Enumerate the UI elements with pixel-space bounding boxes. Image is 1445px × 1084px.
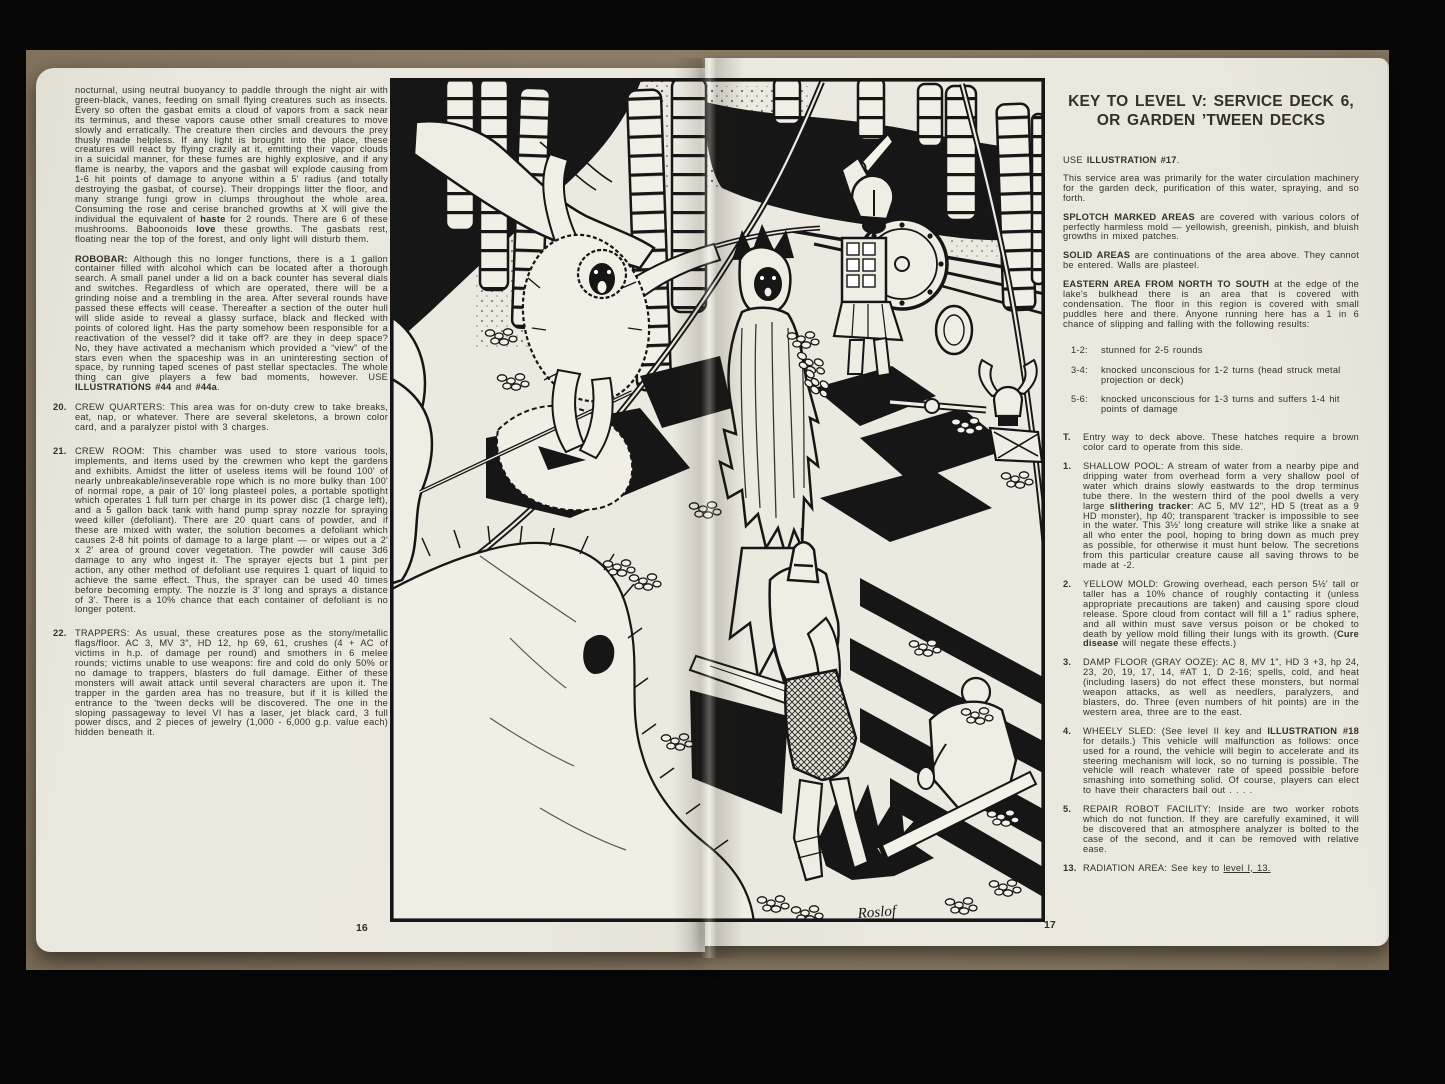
item-number: 4. [1063,725,1072,736]
use-illustration-note: USE ILLUSTRATION #17. [1063,155,1180,165]
key-item-3 [1063,658,1359,717]
result-range: 5-6: [1071,394,1088,405]
item-number: 2. [1063,579,1072,589]
left-text-column [53,86,388,752]
item-number: 3. [1063,657,1072,668]
item-number: 5. [1063,804,1072,815]
right-text-column [1063,92,1359,883]
page-title [1063,92,1359,130]
result-text: knocked unconscious for 1-2 turns (head struck metal projection or deck) [1101,364,1341,385]
illustration-plate [390,78,1045,922]
page-number-17: 17 [1044,919,1056,931]
open-book [36,58,1387,958]
paragraph-solid-areas: SOLID AREAS are continuations of the area above. They cannot be entered. Walls are plasteel. [1063,250,1359,271]
page-title-line2: OR GARDEN ’TWEEN DECKS [1096,112,1326,129]
item-number: 13. [1063,862,1077,873]
paragraph-intro: This service area was primarily for the water circulation machinery for the garden deck, purification of this water, spraying, and so forth. [1063,172,1359,203]
item-text: TRAPPERS: As usual, these creatures pose as the stony/metallic flags/floor. AC 3, MV 3", HD 12, hp 69, 61, crushes (4 + AC of victims in h.p. of damage per round) and smothers in 6 melee rounds; victims unable to use weapons: fire and cold do only 50% or no damage to trappers, blasters do full damage. Either of these monsters will await attack until several characters are upon it. The trapper in the garden area has no treasure, but if it is killed the entrance to the 'tween decks will be discovered. The one in the sloping passageway to level VI has a laser, jet black card, 3 full power discs, and 2 pieces of jewelry (1,000 - 6,000 g.p. value each) hidden beneath it. [75,628,388,738]
page-title-line1: KEY TO LEVEL V: SERVICE DECK 6, [1068,93,1354,110]
table-row [1071,366,1359,386]
item-text: SHALLOW POOL: A stream of water from a nearby pipe and dripping water from overhead form a very shallow pool of water which drains slowly eastwards to the drop terminus tube there. In the western third of the pool dwells a very large slithering tracker: AC 5, MV 12", HD 5 (treat as a 9 HD monster), hp 40; transparent 'tracker is impossible to see in the water. This 3½' long creature will strike like a snake at all who enter the pool, hoping to bring down as much prey as possible, for otherwise it must hunt below. The secretions from this particular creature cause all saving throws to be made at -2. [1083,461,1359,571]
result-text: stunned for 2-5 rounds [1101,344,1203,355]
item-text: RADIATION AREA: See key to level I, 13. [1083,862,1271,873]
paragraph-gasbat: nocturnal, using neutral buoyancy to paddle through the night air with green-black, vanes, feeding on small flying creatures such as insects. Every so often the gasbat emits a cloud of vapors from a sack near its terminus, and these vapors cause other small creatures to move slowly and erratically. The creature then circles and devours the prey thusly made helpless. If any light is brought into the place, these creatures will react by flying crazily at it, emitting their vapor clouds in a suicidal manner, for these fumes are highly explosive, and if any flame is nearby, the vapors and the gasbat will explode causing from 1-6 hit points of damage to anyone within a 5' radius (and totally destroying the gasbat, of course). Their droppings litter the floor, and many strange fungi grow in clumps throughout the whole area. Consuming the rose and cerise branched growths at X will give the individual the equivalent of haste for 2 rounds. There are 6 of these mushrooms. Baboonoids love these growths. The gasbats rest, floating near the top of the forest, and only light will disturb them. [75,85,388,244]
item-number: 21. [53,445,67,456]
key-item-1 [1063,462,1359,571]
item-text: DAMP FLOOR (GRAY OOZE): AC 8, MV 1", HD 3 +3, hp 24, 23, 20, 19, 17, 14, #AT 1, D 2-16; spells, cold, and heat (including lasers) do not effect these monsters, but normal weapon attacks, as well as needlers, paralyzers, and blasters, do. Three (even numbers of hit points) are in the western area, three are to the east. [1083,657,1359,717]
key-item-5 [1063,805,1359,855]
item-text: CREW ROOM: This chamber was used to store various tools, implements, and items used by the crewmen who kept the gardens and exhibits. Amidst the litter of useless items will be found 100' of nearly unbreakable/inseverable rope which is no more bulky than 100' of normal rope, a pair of 10' long plasteel poles, a portable spotlight which operates 1 full turn per charge in its power disc (1 charge left), and a 5 gallon back tank with hand pump spray nozzle for spraying weed killer (defoliant). There are 20 quart cans of powder, and if these are mixed with water, the solution becomes a defoliant which causes 2-8 hit points of damage to a large plant — or wipes out a 2' x 2' area of ground cover vegetation. The powder will cause 3d6 damage to any who ingest it. The sprayer ejects but 1 pint per action, any other method of defoliant use requires 1 quart of liquid to achieve the same effect. Thus, the sprayer can be used 40 times before becoming empty. The nozzle is 3' long and sprays a distance of 3'. There is a 10% chance that each container of defoliant is no longer potent. [75,445,388,615]
key-item-13 [1063,864,1359,874]
paragraph-splotch-areas: SPLOTCH MARKED AREAS are covered with various colors of perfectly harmless mold — yellowish, greenish, pinkish, and bluish growths in mixed patches. [1063,211,1359,242]
slip-results-table [1063,346,1359,416]
table-row [1071,346,1359,356]
page-number-16: 16 [356,922,368,934]
item-text: REPAIR ROBOT FACILITY: Inside are two worker robots which do not function. If they are carefully examined, it will be discovered that an atmosphere analyzer is bolted to the case of the second, and it can be removed with relative ease. [1083,804,1359,854]
item-number: 22. [53,628,67,639]
item-text: WHEELY SLED: (See level II key and ILLUSTRATION #18 for details.) This vehicle will malfunction as follows: once used for a round, the vehicle will begin to accelerate and its steering mechanism will lock, so no turning is possible. The vehicle will reach whatever rate of speed possible before smashing into something solid. Of course, players can elect to have their characters bail out . . . . [1083,725,1359,796]
table-row [1071,395,1359,415]
item-number: T. [1063,432,1071,443]
item-text: Entry way to deck above. These hatches require a brown color card to operate from this side. [1083,432,1359,453]
artist-signature: Roslof [857,903,897,922]
list-item-20 [53,403,388,433]
list-item-21 [53,447,388,615]
item-number: 20. [53,402,67,413]
paragraph-robobar: ROBOBAR: Although this no longer functions, there is a 1 gallon container filled with alcohol which can be located after a thorough search. A small panel under a lid on a back counter has several dials and switches. Regardless of which are operated, there will be a grinding noise and a trembling in the area. After several rounds have passed these effects will cease. Thereafter a section of the outer hull will slide aside to reveal a glassy surface, black and flecked with points of colored light. Has the party somehow been responsible for a reactivation of the vessel? did it take off? are they in deep space? No, they have activated a mechanism which provided a “view” of the stars even when the spaceship was in an uninteresting section of space, by running taped scenes of past stellar spectacles. The whole thing can give players a few bad moments, however. USE ILLUSTRATIONS #44 and #44a. [75,253,388,393]
result-range: 1-2: [1071,344,1088,355]
key-item-4 [1063,727,1359,796]
item-text: CREW QUARTERS: This area was for on-duty crew to take breaks, eat, nap, or whatever. There are several skeletons, a brown color card, and a paralyzer pistol with 3 charges. [75,402,388,432]
item-number: 1. [1063,461,1072,472]
key-item-T [1063,433,1359,453]
item-text: YELLOW MOLD: Growing overhead, each person 5½' tall or taller has a 10% chance of roughly contacting it (unless appropriate precautions are taken) and causing spore cloud release. Spore cloud from contact will fill a 1" radius sphere, and all within must save versus poison or be choked to death by yellow mold filling their lungs with its growth. (Cure disease will negate these effects.) [1083,579,1359,649]
list-item-22 [53,629,388,738]
result-text: knocked unconscious for 1-3 turns and suffers 1-4 hit points of damage [1101,394,1340,415]
result-range: 3-4: [1071,364,1088,375]
key-item-2 [1063,580,1359,649]
paragraph-eastern-area: EASTERN AREA FROM NORTH TO SOUTH at the edge of the lake's bulkhead there is an area that is covered with condensation. The floor in this region is covered with small puddles here and there. Anyone running here has a 1 in 6 chance of slipping and falling with the following results: [1063,279,1359,329]
